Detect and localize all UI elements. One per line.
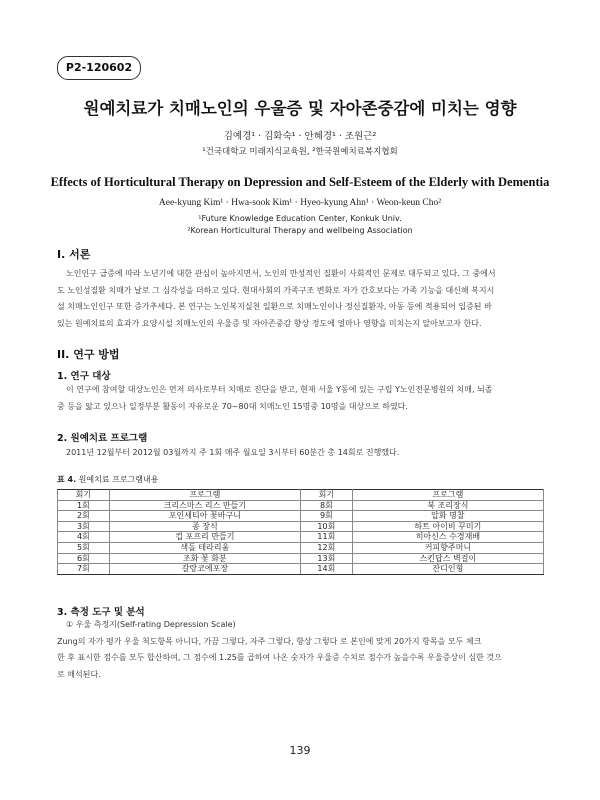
- paragraph-line: 중 등을 앓고 있으나 일정부분 활동이 자유로운 70~80대 치매노인 15명중 10명을 대상으로 하였다.: [57, 401, 408, 411]
- table-header-cell: 프로그램: [352, 490, 543, 501]
- table-row: [58, 542, 544, 553]
- table-row: [58, 564, 544, 575]
- table-cell: 압화 명찰: [352, 511, 543, 522]
- measures-paragraph: [57, 617, 544, 683]
- table-cell: 스킨답스 벽걸이: [352, 553, 543, 564]
- paragraph-line: ① 우울 측정지(Self-rating Depression Scale): [66, 620, 236, 629]
- paragraph-line: 이 연구에 참여할 대상노인은 먼저 의사로부터 치매로 진단을 받고, 현재 서울 Y동에 있는 구립 Y노인전문병원의 치매, 뇌졸: [66, 385, 493, 394]
- table-header-cell: 회기: [58, 490, 110, 501]
- table-header-cell: 프로그램: [109, 490, 300, 501]
- table-cell: 4회: [58, 532, 110, 543]
- paragraph-line: 한 후 표시한 점수를 모두 합산하여, 그 점수에 1.25를 곱하여 나온 숫자가 우울증 수치로 점수가 높을수록 우울증상이 심한 것으: [57, 653, 502, 662]
- section-heading-introduction: I. 서론: [57, 248, 91, 261]
- table-cell: 갈랑코에포장: [109, 564, 300, 575]
- table-cell: 커피향주머니: [352, 542, 543, 553]
- table-cell: 10회: [300, 521, 352, 532]
- table-row: [58, 500, 544, 511]
- section-heading-methods: II. 연구 방법: [57, 348, 120, 361]
- english-title: Effects of Horticultural Therapy on Depression and Self-Esteem of the Elderly with Dementia: [50, 175, 550, 189]
- table-row: [58, 521, 544, 532]
- table-cell: 포인세티아 꽃바구니: [109, 511, 300, 522]
- paragraph-line: 있는 원예치료의 효과가 요양시설 치매노인의 우울증 및 자아존중감 향상 정도에 얼마나 영향을 미치는지 알아보고자 한다.: [57, 318, 482, 328]
- subsection-heading-subjects: 1. 연구 대상: [57, 371, 111, 382]
- introduction-paragraph: [57, 266, 544, 332]
- table-cell: 9회: [300, 511, 352, 522]
- table-cell: 색돌 테라리움: [109, 542, 300, 553]
- paragraph-line: 로 해석된다.: [57, 669, 101, 679]
- table-cell: 북 조리장식: [352, 500, 543, 511]
- table-cell: 13회: [300, 553, 352, 564]
- table-cell: 6회: [58, 553, 110, 564]
- korean-authors: 김예경¹ · 김화숙¹ · 안혜경¹ · 조원근²: [223, 131, 377, 142]
- page-number: 139: [289, 744, 311, 757]
- table-header-cell: 회기: [300, 490, 352, 501]
- paragraph-line: 2011년 12월부터 2012월 03월까지 주 1회 매주 월요일 3시부터 60분간 총 14회로 진행했다.: [66, 448, 400, 457]
- table-cell: 3회: [58, 521, 110, 532]
- table-cell: 조화 꽃 화분: [109, 553, 300, 564]
- english-affiliation-1: ¹Future Knowledge Education Center, Konkuk Univ.: [198, 214, 402, 223]
- table-cell: 히아신스 수경재배: [352, 532, 543, 543]
- table-cell: 하트 아이비 꾸미기: [352, 521, 543, 532]
- subsection-heading-measures: 3. 측정 도구 및 분석: [57, 607, 145, 618]
- paper-id-badge: P2-120602: [57, 56, 141, 80]
- program-table: [57, 489, 544, 575]
- korean-affiliations: ¹건국대학교 미래지식교육원, ²한국원예치료복지협회: [202, 147, 398, 157]
- table-cell: 11회: [300, 532, 352, 543]
- table-row: [58, 511, 544, 522]
- table-cell: 8회: [300, 500, 352, 511]
- table-cell: 2회: [58, 511, 110, 522]
- korean-title: 원예치료가 치매노인의 우울증 및 자아존중감에 미치는 영향: [83, 99, 517, 118]
- table-cell: 14회: [300, 564, 352, 575]
- english-authors: Aee-kyung Kim¹ · Hwa-sook Kim¹ · Hyeo-kyung Ahn¹ · Weon-keun Cho²: [158, 198, 442, 208]
- table-header-row: [58, 490, 544, 501]
- table-row: [58, 553, 544, 564]
- paragraph-line: 설 치매노인인구 또한 증가추세다. 본 연구는 노인복지실천 일환으로 치매노인이나 정신질환자, 아동 등에 적용되어 입증된 바: [57, 302, 492, 311]
- paragraph-line: 노인인구 급증에 따라 노년기에 대한 관심이 높아지면서, 노인의 만성적인 질환이 사회적인 문제로 대두되고 있다. 그 중에서: [66, 269, 496, 278]
- table-caption: 표 4. 원예치료 프로그램내용: [57, 475, 159, 484]
- english-affiliation-2: ²Korean Horticultural Therapy and wellbeing Association: [187, 226, 413, 235]
- table-cell: 1회: [58, 500, 110, 511]
- program-paragraph: [57, 445, 544, 462]
- paragraph-line: 도 노인성질환 치매가 날로 그 심각성을 더하고 있다. 현대사회의 가족구조 변화로 자가 간호보다는 가족 기능을 대신해 복지시: [57, 285, 495, 295]
- table-row: [58, 532, 544, 543]
- table-cell: 7회: [58, 564, 110, 575]
- table-cell: 5회: [58, 542, 110, 553]
- table-cell: 종 장식: [109, 521, 300, 532]
- table-cell: 잔디인형: [352, 564, 543, 575]
- subjects-paragraph: [57, 382, 544, 415]
- table-cell: 컵 포프리 만들기: [109, 532, 300, 543]
- table-cell: 12회: [300, 542, 352, 553]
- subsection-heading-program: 2. 원예치료 프로그램: [57, 433, 148, 444]
- paragraph-line: Zung의 자가 평가 우울 척도항목 아니다, 가끔 그렇다, 자주 그렇다, 항상 그렇다 로 본인에 맞게 20가지 항목을 모두 체크: [57, 636, 482, 646]
- table-cell: 크리스마스 리스 만들기: [109, 500, 300, 511]
